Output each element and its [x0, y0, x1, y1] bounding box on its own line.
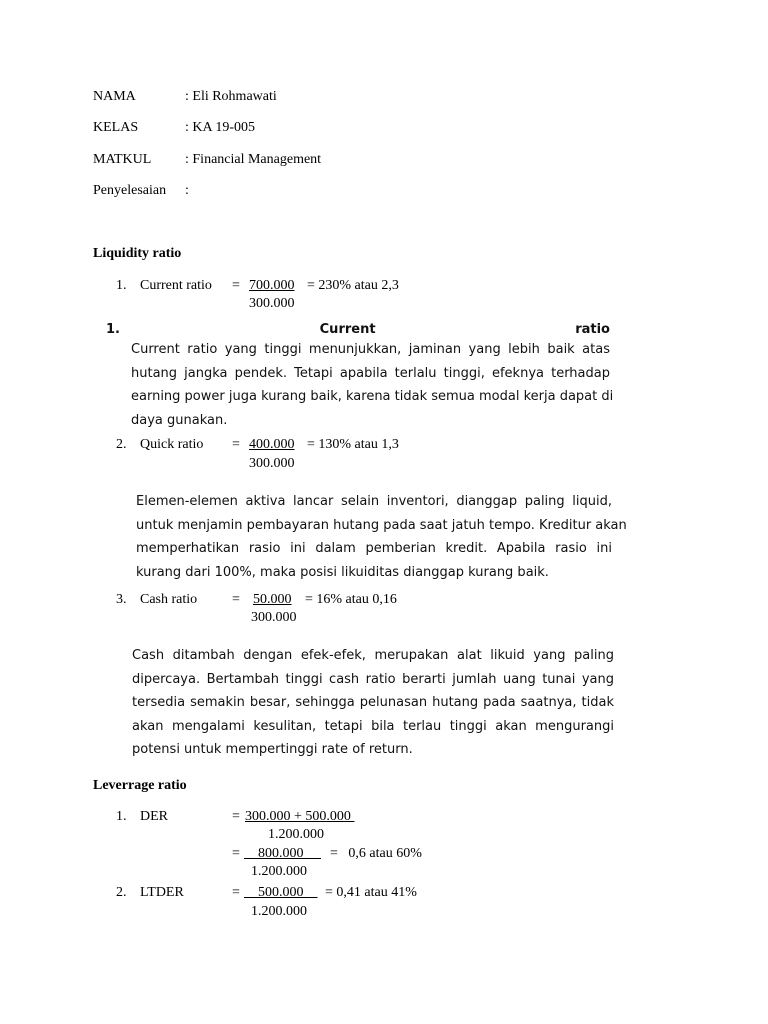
note-line: earning power juga kurang baik, karena tidak semua modal kerja dapat di	[131, 389, 614, 404]
value-nama: : Eli Rohmawati	[185, 89, 277, 104]
item-number: 1.	[116, 278, 127, 293]
label-penyelesaian: Penyelesaian	[93, 183, 167, 198]
numerator: 800.000	[244, 846, 321, 861]
note-line: tersedia semakin besar, sehingga pelunasan hutang pada saatnya, tidak	[132, 695, 614, 710]
label-matkul: MATKUL	[93, 152, 152, 167]
label-kelas: KELAS	[93, 120, 139, 135]
note-line: dipercaya. Bertambah tinggi cash ratio berarti jumlah uang tunai yang	[132, 671, 614, 687]
numerator: 700.000	[249, 278, 295, 293]
denominator: 300.000	[249, 456, 295, 471]
result: = 0,41 atau 41%	[325, 885, 417, 900]
note-line: Cash ditambah dengan efek-efek, merupakan alat likuid yang paling	[132, 648, 614, 663]
equals-sign: =	[232, 592, 240, 607]
scanned-note-quick-ratio	[136, 490, 627, 584]
equals-sign: =	[232, 846, 240, 861]
note-line: kurang dari 100%, maka posisi likuiditas dianggap kurang baik.	[136, 564, 549, 580]
denominator: 1.200.000	[268, 827, 324, 842]
value-penyelesaian: :	[185, 183, 189, 198]
note-line: Current ratio yang tinggi menunjukkan, jaminan yang lebih baik atas	[131, 342, 610, 357]
note-heading: 1. Current ratio	[106, 322, 610, 337]
numerator: 50.000	[253, 592, 292, 607]
result: = 130% atau 1,3	[307, 437, 399, 452]
equals-sign: =	[232, 278, 240, 293]
label-nama: NAMA	[93, 89, 136, 104]
note-line: daya gunakan.	[131, 412, 228, 428]
section-title-liquidity: Liquidity ratio	[93, 246, 182, 261]
result: = 16% atau 0,16	[305, 592, 397, 607]
equals-sign: =	[232, 809, 240, 824]
ratio-name: Current ratio	[140, 278, 212, 293]
equals-sign: =	[232, 437, 240, 452]
item-number: 3.	[116, 592, 127, 607]
scanned-note-cash-ratio	[132, 644, 614, 762]
denominator: 1.200.000	[251, 904, 307, 919]
item-number: 2.	[116, 437, 127, 452]
ratio-name: Cash ratio	[140, 592, 198, 607]
scanned-note-current-ratio	[106, 322, 614, 432]
equals-sign: =	[232, 885, 240, 900]
note-line: hutang jangka pendek. Tetapi apabila terlalu tinggi, efeknya terhadap	[131, 365, 610, 381]
denominator: 300.000	[249, 296, 295, 311]
note-line: untuk menjamin pembayaran hutang pada saat jatuh tempo. Kreditur akan	[136, 517, 627, 533]
value-matkul: : Financial Management	[185, 152, 322, 167]
note-line: memperhatikan rasio ini dalam pemberian kredit. Apabila rasio ini	[136, 541, 612, 556]
numerator: 500.000	[244, 885, 318, 900]
note-line: potensi untuk mempertinggi rate of return.	[132, 742, 413, 757]
section-title-leverage: Leverrage ratio	[93, 778, 187, 793]
value-kelas: : KA 19-005	[185, 120, 255, 135]
note-line: akan mengalami kesulitan, tetapi bila terlau tinggi akan mengurangi	[132, 718, 614, 734]
numerator: 400.000	[249, 437, 295, 452]
ratio-name: DER	[140, 809, 168, 824]
note-line: Elemen-elemen aktiva lancar selain inventori, dianggap paling liquid,	[136, 494, 612, 509]
item-number: 1.	[116, 809, 127, 824]
result: = 230% atau 2,3	[307, 278, 399, 293]
denominator: 300.000	[251, 610, 297, 625]
denominator: 1.200.000	[251, 864, 307, 879]
item-number: 2.	[116, 885, 127, 900]
numerator: 300.000 + 500.000	[245, 809, 355, 824]
result: = 0,6 atau 60%	[330, 846, 422, 861]
ratio-name: Quick ratio	[140, 437, 204, 452]
ratio-name: LTDER	[140, 885, 184, 900]
